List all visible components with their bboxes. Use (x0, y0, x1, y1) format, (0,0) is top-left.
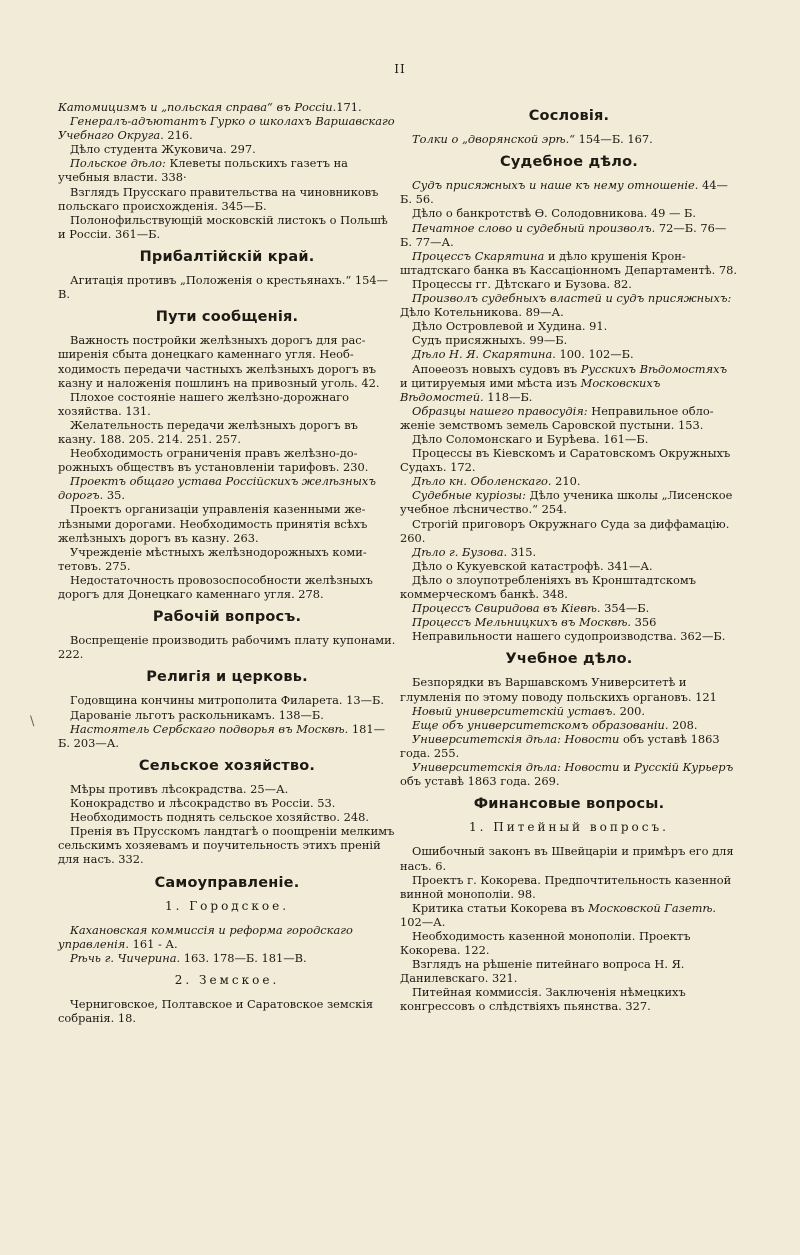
index-entry (400, 132, 738, 146)
entry-title-italic: Настоятель Сербскаго подворья въ Москвѣ. (70, 721, 349, 736)
index-entry (58, 708, 396, 722)
index-entry (400, 901, 738, 929)
index-entry (400, 629, 738, 643)
index-entry (58, 213, 396, 241)
section-heading (58, 250, 396, 264)
index-entry (400, 291, 738, 319)
entry-text: Воспрещеніе производить рабочимъ плату купонами. 222. (58, 633, 396, 662)
entry-text: 2. Земское. (174, 972, 280, 987)
entry-text: 171. (336, 100, 362, 114)
index-entry (400, 362, 738, 404)
index-entry (58, 114, 396, 142)
entry-title-italic: Судъ присяжныхъ и наше къ нему отношеніе. (412, 178, 699, 193)
entry-text: Полонофильствующій московскій листокъ о Польшѣ и Россіи. 361—Б. (58, 212, 388, 241)
index-entry (400, 929, 738, 957)
index-entry (400, 601, 738, 615)
entry-text: Сельское хозяйство. (138, 757, 316, 774)
entry-text: Дѣло Соломонскаго и Бурѣева. 161—Б. (412, 431, 649, 446)
entry-title-italic: Московской Газетѣ. (588, 900, 717, 915)
entry-text: Черниговское, Полтавское и Саратовское земскія собранія. 18. (58, 997, 374, 1026)
entry-text: 200. (616, 703, 646, 718)
index-entry (400, 488, 738, 516)
entry-text: Процессы въ Кіевскомъ и Саратовскомъ Окружныхъ Судахъ. 172. (400, 446, 731, 475)
entry-text: Дѣло ученика школы „Лисенское учебное лѣсничество.“ 254. (400, 488, 733, 517)
entry-text: Дѣло Котельникова. 89—А. (400, 305, 564, 320)
entry-text: Пути сообщенія. (155, 309, 299, 326)
index-entry (400, 573, 738, 601)
entry-text: 315. (507, 544, 537, 559)
index-entry (400, 446, 738, 474)
index-entry (400, 347, 738, 361)
index-entry (400, 178, 738, 206)
subsection-heading (58, 973, 396, 987)
index-entry (58, 782, 396, 796)
entry-text: 181—Б. 203—А. (58, 721, 385, 750)
entry-text: Прибалтійскій край. (139, 248, 315, 265)
index-entry (400, 985, 738, 1013)
entry-title-italic: Проектъ общаго устава Россійскихъ желѣзныхъ дорогъ. (58, 474, 376, 503)
entry-text: Процессы гг. Дѣтскаго и Бузова. 82. (412, 276, 632, 291)
entry-text: Проектъ организаціи управленія казенными желѣзными дорогами. Необходимость принятія всѣхъ желѣзныхъ дорогъ въ казну. 263. (58, 502, 368, 545)
section-heading (58, 610, 396, 624)
index-entry (400, 675, 738, 703)
entry-title-italic: Произволъ судебныхъ властей и судъ присяжныхъ: (412, 291, 732, 306)
entry-text: 35. (103, 488, 125, 503)
section-heading (58, 670, 396, 684)
entry-title-italic: Университетскія дѣла: Новости (412, 731, 620, 746)
entry-text: Религія и церковь. (146, 669, 308, 686)
index-entry (58, 418, 396, 446)
index-entry (400, 545, 738, 559)
index-entry (400, 474, 738, 488)
index-entry (58, 390, 396, 418)
entry-title-italic: Новый университетскій уставъ. (412, 703, 617, 718)
entry-title-italic: Процессъ Скарятина (412, 248, 545, 263)
index-entry (58, 693, 396, 707)
index-entry (58, 796, 396, 810)
entry-text: Взглядъ Прусскаго правительства на чиновниковъ польскаго происхожденія. 345—Б. (58, 184, 379, 213)
entry-text: 1. Городское. (164, 898, 290, 913)
margin-mark: \ (30, 714, 35, 729)
entry-text: Дѣло о Кукуевской катастрофѣ. 341—А. (412, 558, 653, 573)
entry-text: 210. (551, 474, 581, 489)
entry-text: 72—Б. 76—Б. 77—А. (400, 220, 727, 249)
index-entry (58, 923, 396, 951)
entry-text: Клеветы польскихъ газетъ на учебныя власти. 338· (58, 156, 348, 185)
index-entry (400, 760, 738, 788)
entry-text: 356 (631, 615, 657, 630)
entry-text: Пренія въ Прусскомъ ландтагѣ о поощреніи мелкимъ сельскимъ хозяевамъ и поучительность этихъ преній для насъ. 332. (58, 824, 395, 867)
entry-title-italic: Образцы нашего правосудія: (412, 403, 588, 418)
entry-text: объ уставѣ 1863 года. 269. (400, 774, 560, 789)
index-entry (400, 404, 738, 432)
entry-title-italic: Рѣчь г. Чичерина. (70, 950, 181, 965)
index-entry (400, 615, 738, 629)
entry-text: 118—Б. (483, 389, 533, 404)
entry-text: Строгій приговоръ Окружнаго Суда за диффамацію. 260. (400, 516, 730, 545)
entry-text: Агитація противъ „Положенія о крестьянахъ.“ 154—В. (58, 273, 388, 302)
entry-text: Апоѳеозъ новыхъ судовъ въ (412, 361, 581, 376)
left-column (58, 100, 396, 1025)
entry-text: Неправильности нашего судопроизводства. 362—Б. (412, 629, 726, 644)
entry-title-italic: Кахановская коммиссія и реформа городскаго управленія. (58, 922, 353, 951)
entry-text: Важность постройки желѣзныхъ дорогъ для расширенія сбыта донецкаго каменнаго угля. Необходимость передачи частныхъ желѣзныхъ дорогъ въ казну и наложенія пошлинъ на привозный уголь. 42. (58, 333, 380, 390)
index-entry (58, 474, 396, 502)
section-heading (400, 797, 738, 811)
entry-title-italic: Генералъ-адъютантъ Гурко о школахъ Варшавскаго Учебнаго Округа. (58, 114, 395, 143)
index-entry (400, 333, 738, 347)
index-entry (58, 545, 396, 573)
entry-text: Дѣло о банкротствѣ Ѳ. Солодовникова. 49 — Б. (412, 206, 696, 221)
entry-text: Взглядъ на рѣшеніе питейнаго вопроса Н. Я. Данилевскаго. 321. (400, 957, 685, 986)
entry-text: Необходимость ограниченія правъ желѣзно-дорожныхъ обществъ въ установленіи тарифовъ. 230. (58, 446, 369, 475)
entry-text: 154—Б. 167. (575, 132, 653, 147)
entry-title-italic: Печатное слово и судебный произволъ. (412, 220, 656, 235)
section-heading (58, 759, 396, 773)
entry-text: Недостаточность провозоспособности желѣзныхъ дорогъ для Донецкаго каменнаго угля. 278. (58, 572, 373, 601)
entry-text: Сословія. (528, 108, 610, 124)
index-entry (58, 810, 396, 824)
entry-text: Дѣло студента Жуковича. 297. (70, 142, 256, 157)
section-heading (58, 310, 396, 324)
entry-title-italic: Дѣло г. Бузова. (412, 544, 508, 559)
index-entry (58, 722, 396, 750)
index-entry (58, 633, 396, 661)
entry-text: 216. (163, 128, 193, 143)
subsection-heading (58, 899, 396, 913)
entry-text: и цитируемыя ими мѣста изъ (400, 375, 581, 390)
index-entry (400, 221, 738, 249)
entry-text: Плохое состояніе нашего желѣзно-дорожнаго хозяйства. 131. (58, 389, 349, 418)
index-entry (400, 319, 738, 333)
entry-text: объ уставѣ 1863 года. 255. (400, 731, 720, 760)
index-entry (400, 517, 738, 545)
entry-text: 1. Питейный вопросъ. (469, 820, 669, 835)
index-entry (400, 844, 738, 872)
entry-title-italic: Русскихъ Вѣдомостяхъ (580, 361, 728, 376)
index-entry (400, 732, 738, 760)
index-entry (58, 824, 396, 866)
entry-text: Необходимость поднять сельское хозяйство. 248. (70, 810, 369, 825)
entry-text: Ошибочный законъ въ Швейцаріи и примѣръ его для насъ. 6. (400, 844, 734, 873)
entry-text: Дарованіе льготъ раскольникамъ. 138—Б. (70, 707, 324, 722)
entry-text: Желательность передачи желѣзныхъ дорогъ въ казну. 188. 205. 214. 251. 257. (58, 417, 358, 446)
entry-text: Дѣло о злоупотребленіяхъ въ Кронштадтскомъ коммерческомъ банкѣ. 348. (400, 572, 696, 601)
index-entry (58, 156, 396, 184)
index-entry (58, 333, 396, 389)
entry-text: Годовщина кончины митрополита Филарета. 13—Б. (70, 693, 385, 708)
index-entry (58, 951, 396, 965)
entry-text: и (619, 760, 635, 775)
entry-text: Питейная коммиссія. Заключенія нѣмецкихъ конгрессовъ о слѣдствіяхъ пьянства. 327. (400, 985, 686, 1014)
entry-text: Рабочій вопросъ. (152, 609, 302, 626)
entry-title-italic: Университетскія дѣла: Новости (412, 760, 620, 775)
entry-text: 208. (668, 717, 698, 732)
entry-text: и дѣло крушенія Кронштадтскаго банка въ Кассаціонномъ Департаментѣ. 78. (400, 248, 738, 277)
entry-title-italic: Дѣло кн. Оболенскаго. (412, 474, 552, 489)
entry-text: Неправильное обложеніе земствомъ земель Саровской пустыни. 153. (400, 403, 714, 432)
entry-title-italic: Толки о „дворянской эрѣ.“ (412, 132, 576, 147)
index-entry (400, 718, 738, 732)
entry-text: Мѣры противъ лѣсокрадства. 25—А. (70, 781, 289, 796)
index-entry (58, 502, 396, 544)
entry-text: Самоуправленіе. (154, 874, 300, 891)
index-entry (58, 997, 396, 1025)
index-entry (400, 704, 738, 718)
index-entry (400, 206, 738, 220)
entry-text: Судебное дѣло. (500, 154, 638, 171)
entry-text: Финансовые вопросы. (473, 796, 665, 813)
index-entry (400, 277, 738, 291)
index-entry (58, 100, 396, 114)
entry-text: 163. 178—Б. 181—В. (180, 950, 307, 965)
entry-title-italic: Польское дѣло: (70, 156, 166, 171)
section-heading (400, 155, 738, 169)
entry-text: Судъ присяжныхъ. 99—Б. (412, 333, 568, 348)
entry-text: Безпорядки въ Варшавскомъ Университетѣ и глумленія по этому поводу польскихъ органовъ. 121 (400, 675, 717, 704)
entry-title-italic: Московскихъ Вѣдомостей. (400, 375, 661, 404)
entry-title-italic: Дѣло Н. Я. Скарятина. (412, 347, 556, 362)
entry-text: 354—Б. (600, 601, 650, 616)
entry-text: 44—Б. 56. (400, 178, 728, 207)
entry-text: Проектъ г. Кокорева. Предпочтительность казенной винной монополіи. 98. (400, 872, 732, 901)
index-entry (58, 573, 396, 601)
entry-title-italic: Еще объ университетскомъ образованіи. (412, 717, 669, 732)
section-heading (58, 876, 396, 890)
entry-text: Дѣло Островлевой и Худина. 91. (412, 319, 608, 334)
page-number: II (394, 62, 406, 76)
entry-text: 100. 102—Б. (555, 347, 634, 362)
subsection-heading (400, 820, 738, 834)
index-entry (58, 185, 396, 213)
entry-title-italic: Процессъ Свиридова въ Кіевѣ. (412, 601, 601, 616)
entry-title-italic: Катомицизмъ и „польская справа“ въ Россіи. (58, 100, 337, 114)
index-entry (400, 873, 738, 901)
entry-title-italic: Русскій Курьеръ (634, 760, 734, 775)
section-heading (400, 109, 738, 123)
index-entry (400, 249, 738, 277)
entry-text: Конокрадство и лѣсокрадство въ Россіи. 53. (70, 796, 336, 811)
entry-text: Необходимость казенной монополіи. Проектъ Кокорева. 122. (400, 928, 691, 958)
entry-title-italic: Процессъ Мельницкихъ въ Москвѣ. (412, 615, 632, 630)
index-entry (58, 273, 396, 301)
entry-text: 161 - А. (128, 936, 178, 951)
index-entry (400, 432, 738, 446)
index-entry (400, 957, 738, 985)
section-heading (400, 652, 738, 666)
entry-text: Учрежденіе мѣстныхъ желѣзнодорожныхъ комитетовъ. 275. (58, 544, 367, 573)
index-entry (58, 142, 396, 156)
index-entry (400, 559, 738, 573)
right-column (400, 100, 738, 1014)
entry-title-italic: Судебные куріозы: (412, 488, 526, 503)
entry-text: Учебное дѣло. (505, 651, 633, 668)
index-entry (58, 446, 396, 474)
entry-text: Критика статьи Кокорева въ (412, 900, 589, 915)
entry-text: 102—А. (400, 914, 446, 929)
